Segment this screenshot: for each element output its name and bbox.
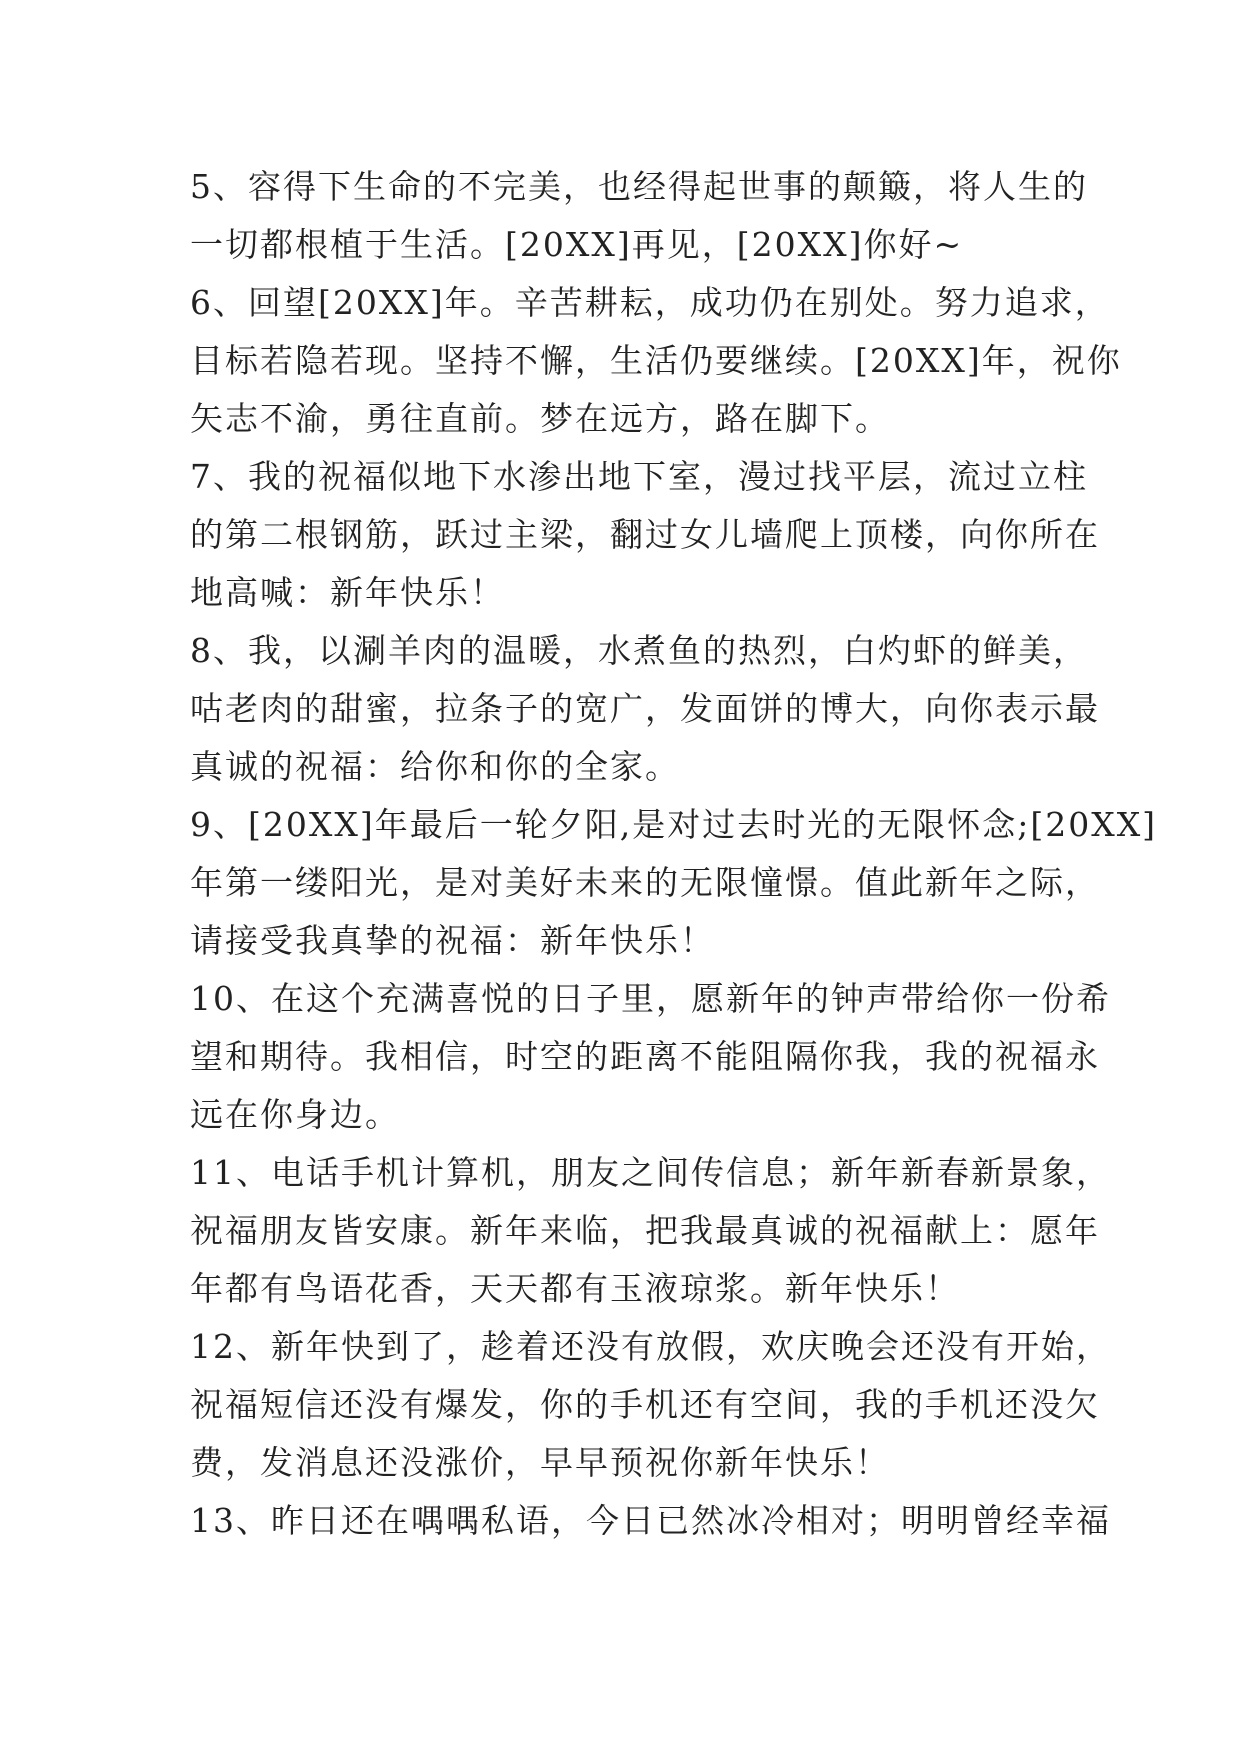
text-line: 的第二根钢筋，跃过主梁，翻过女儿墙爬上顶楼，向你所在 bbox=[190, 515, 1100, 554]
text-line: 矢志不渝，勇往直前。梦在远方，路在脚下。 bbox=[190, 399, 890, 438]
text-line: 7、我的祝福似地下水渗出地下室，漫过找平层，流过立柱 bbox=[190, 457, 1088, 496]
text-line: 11、电话手机计算机，朋友之间传信息；新年新春新景象， bbox=[190, 1153, 1111, 1192]
text-line: 年都有鸟语花香，天天都有玉液琼浆。新年快乐！ bbox=[190, 1269, 960, 1308]
document-body bbox=[190, 158, 1158, 1550]
text-line: 远在你身边。 bbox=[190, 1095, 400, 1134]
text-line: 12、新年快到了，趁着还没有放假，欢庆晚会还没有开始， bbox=[190, 1327, 1111, 1366]
text-line: 8、我，以涮羊肉的温暖，水煮鱼的热烈，白灼虾的鲜美， bbox=[190, 631, 1088, 670]
text-line: 5、容得下生命的不完美，也经得起世事的颠簸，将人生的 bbox=[190, 167, 1088, 206]
text-line: 13、昨日还在喁喁私语，今日已然冰冷相对；明明曾经幸福 bbox=[190, 1501, 1111, 1540]
text-line: 望和期待。我相信，时空的距离不能阻隔你我，我的祝福永 bbox=[190, 1037, 1100, 1076]
text-line: 咕老肉的甜蜜，拉条子的宽广，发面饼的博大，向你表示最 bbox=[190, 689, 1100, 728]
text-line: 请接受我真挚的祝福：新年快乐！ bbox=[190, 921, 715, 960]
text-line: 6、回望[20XX]年。辛苦耕耘，成功仍在别处。努力追求， bbox=[190, 283, 1110, 322]
text-line: 10、在这个充满喜悦的日子里，愿新年的钟声带给你一份希 bbox=[190, 979, 1111, 1018]
text-line: 目标若隐若现。坚持不懈，生活仍要继续。[20XX]年，祝你 bbox=[190, 341, 1122, 380]
text-line: 费，发消息还没涨价，早早预祝你新年快乐！ bbox=[190, 1443, 890, 1482]
text-line: 年第一缕阳光，是对美好未来的无限憧憬。值此新年之际， bbox=[190, 863, 1100, 902]
text-line: 真诚的祝福：给你和你的全家。 bbox=[190, 747, 680, 786]
text-line: 祝福朋友皆安康。新年来临，把我最真诚的祝福献上：愿年 bbox=[190, 1211, 1100, 1250]
text-line: 地高喊：新年快乐！ bbox=[190, 573, 505, 612]
text-line: 9、[20XX]年最后一轮夕阳,是对过去时光的无限怀念;[20XX] bbox=[190, 805, 1158, 844]
text-line: 一切都根植于生活。[20XX]再见，[20XX]你好~ bbox=[190, 225, 964, 264]
text-line: 祝福短信还没有爆发，你的手机还有空间，我的手机还没欠 bbox=[190, 1385, 1100, 1424]
